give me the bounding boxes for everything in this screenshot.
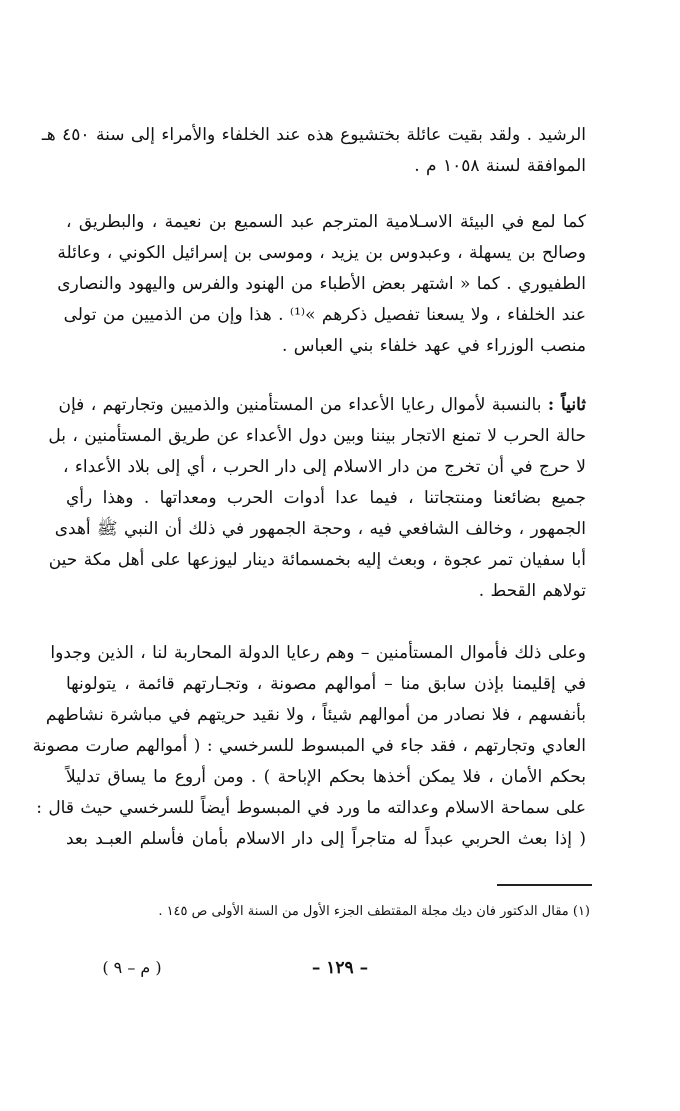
- text-line: بحكم الأمان ، فلا يمكن أخذها بحكم الإباحة ) . ومن أروع ما يساق تدليلاً: [66, 767, 586, 787]
- page-number: – ١٢٩ –: [311, 958, 369, 978]
- text-line: في إقليمنا بإذن سابق منا – أموالهم مصونة ، وتجـارتهم قائمة ، يتولونها: [66, 674, 586, 694]
- text-line: العادي وتجارتهم ، فقد جاء في المبسوط للسرخسي : ( أموالهم صارت مصونة: [32, 736, 586, 756]
- text-line: كما لمع في البيئة الاسـلامية المترجم عبد السميع بن نعيمة ، والبطريق ،: [66, 212, 586, 232]
- text-line: الموافقة لسنة ١٠٥٨ م .: [414, 156, 586, 176]
- text-line: على سماحة الاسلام وعدالته ما ورد في المبسوط أيضاً للسرخسي حيث قال :: [36, 798, 586, 818]
- text-line: الطفيوري . كما « اشتهر بعض الأطباء من الهنود والفرس واليهود والنصارى: [57, 274, 586, 294]
- text-line: الرشيد . ولقد بقيت عائلة بختشيوع هذه عند الخلفاء والأمراء إلى سنة ٤٥٠ هـ: [41, 125, 586, 145]
- text-line-rest: بالنسبة لأموال رعايا الأعداء من المستأمنين والذميين وتجارتهم ، فإن: [58, 395, 542, 415]
- paragraph-2: [57, 207, 586, 362]
- text-line: أبا سفيان تمر عجوة ، وبعث إليه بخمسمائة دينار ليوزعها على أهل مكة حين: [48, 550, 586, 570]
- text-line: [58, 390, 586, 421]
- text-line: الجمهور ، وخالف الشافعي فيه ، وحجة الجمهور في ذلك أن النبي ﷺ أهدى: [54, 519, 586, 539]
- section-lead: ثانياً :: [547, 395, 586, 415]
- text-line: جميع بضائعنا ومنتجاتنا ، فيما عدا أدوات الحرب ومعداتها . وهذا رأي: [66, 488, 586, 508]
- paragraph-4: [32, 638, 586, 855]
- signature-mark: ( م – ٩ ): [102, 958, 162, 977]
- paragraph-3: [48, 390, 586, 607]
- paragraph-1: [41, 120, 586, 182]
- footnote: (١) مقال الدكتور فان ديك مجلة المقتطف الجزء الأول من السنة الأولى ص ١٤٥ .: [158, 904, 590, 919]
- text-line: حالة الحرب لا تمنع الاتجار بيننا وبين دول الأعداء عن طريق المستأمنين ، بل: [48, 426, 586, 446]
- text-line: ( إذا بعث الحربي عبداً له متاجراً إلى دار الاسلام بأمان فأسلم العبـد بعد: [66, 829, 586, 849]
- text-line: وصالح بن يسهلة ، وعبدوس بن يزيد ، وموسى بن إسرائيل الكوني ، وعائلة: [57, 243, 586, 263]
- footnote-divider: [497, 884, 592, 886]
- text-line: لا حرج في أن تخرج من دار الاسلام إلى دار الحرب ، أي إلى بلاد الأعداء ،: [62, 457, 586, 477]
- text-line: وعلى ذلك فأموال المستأمنين – وهم رعايا الدولة المحاربة لنا ، الذين وجدوا: [50, 643, 586, 663]
- text-line: بأنفسهم ، فلا نصادر من أموالهم شيئاً ، ولا نقيد حريتهم في مباشرة نشاطهم: [45, 705, 586, 725]
- text-line: عند الخلفاء ، ولا يسعنا تفصيل ذكرهم »⁽¹⁾ . هذا وإن من الذميين من تولى: [63, 305, 586, 325]
- text-line: تولاهم القحط .: [478, 581, 586, 601]
- text-line: منصب الوزراء في عهد خلفاء بني العباس .: [281, 336, 586, 356]
